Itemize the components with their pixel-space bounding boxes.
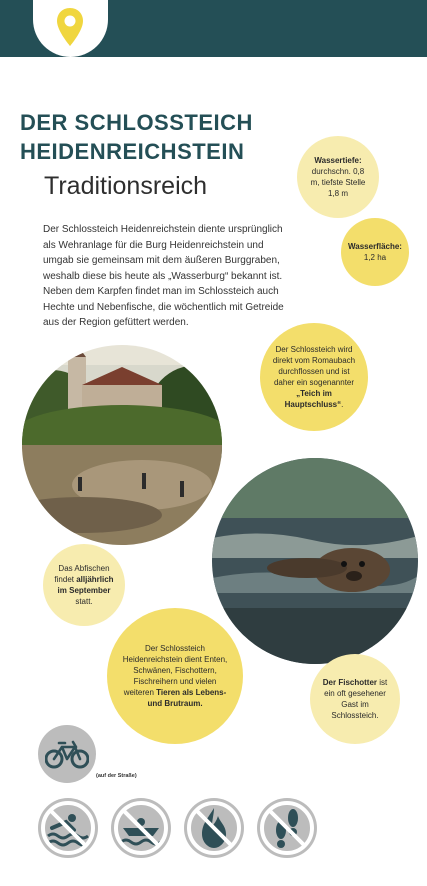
bike-note: (auf der Straße) [96, 773, 137, 779]
castle-photo [22, 345, 222, 545]
habitat-fact [107, 608, 243, 744]
location-pin-icon [55, 7, 85, 47]
flow-fact [260, 323, 368, 431]
habitat-text: Der Schlossteich Heidenreichstein dient Enten, Schwänen, Fischottern, Fischreihern und vielen weiteren [122, 644, 228, 697]
bicycle-badge [38, 725, 96, 783]
bicycle-icon [45, 739, 89, 769]
page-subtitle: Traditionsreich [44, 172, 208, 200]
no-swimming-badge [38, 798, 98, 858]
flow-end: . [341, 400, 344, 409]
no-walking-badge [257, 798, 317, 858]
area-fact [341, 218, 409, 286]
no-walking-icon [257, 798, 317, 858]
page-title [20, 108, 300, 166]
no-swimming-icon [38, 798, 98, 858]
otter-bold: Der Fischotter [322, 678, 377, 687]
intro-text: Der Schlossteich Heidenreichstein diente ursprünglich als Wehranlage für die Burg Heidenreichstein und umgab sie gemeinsam mit dem äußeren Burggraben, weshalb diese bis heute als „Wasserburg“ bekannt ist. Neben dem Karpfen findet man im Schlossteich auch Hechte und Nebenfische, die wöchentlich mit Getreide aus der Region gefüttert werden. [43, 224, 284, 328]
otter-text: ist ein oft gesehener Gast im Schlossteich. [324, 678, 388, 720]
fishing-text: Das Abfischen findet [54, 564, 110, 584]
area-value: 1,2 ha [363, 253, 387, 262]
fishing-end: statt. [75, 597, 93, 606]
no-boating-badge [111, 798, 171, 858]
fishing-fact [43, 544, 125, 626]
habitat-bold: Tieren als Lebens- und Brutraum. [147, 688, 227, 708]
no-boating-icon [111, 798, 171, 858]
no-fire-icon [184, 798, 244, 858]
title-line-1: DER SCHLOSSTEICH [20, 110, 253, 135]
depth-fact [297, 136, 379, 218]
depth-label: Wassertiefe: [314, 156, 362, 165]
otter-photo [212, 458, 418, 664]
title-line-2: HEIDENREICHSTEIN [20, 139, 245, 164]
otter-fact [310, 654, 400, 744]
area-label: Wasserfläche: [348, 242, 402, 251]
flow-bold: „Teich im Hauptschluss“ [284, 389, 342, 409]
depth-value: durchschn. 0,8 m, tiefste Stelle 1,8 m [310, 167, 366, 198]
no-fire-badge [184, 798, 244, 858]
fishing-bold: alljährlich im September [57, 575, 114, 595]
flow-text: Der Schlossteich wird direkt vom Romaubach durchflossen und ist daher ein sogenannter [272, 345, 356, 387]
